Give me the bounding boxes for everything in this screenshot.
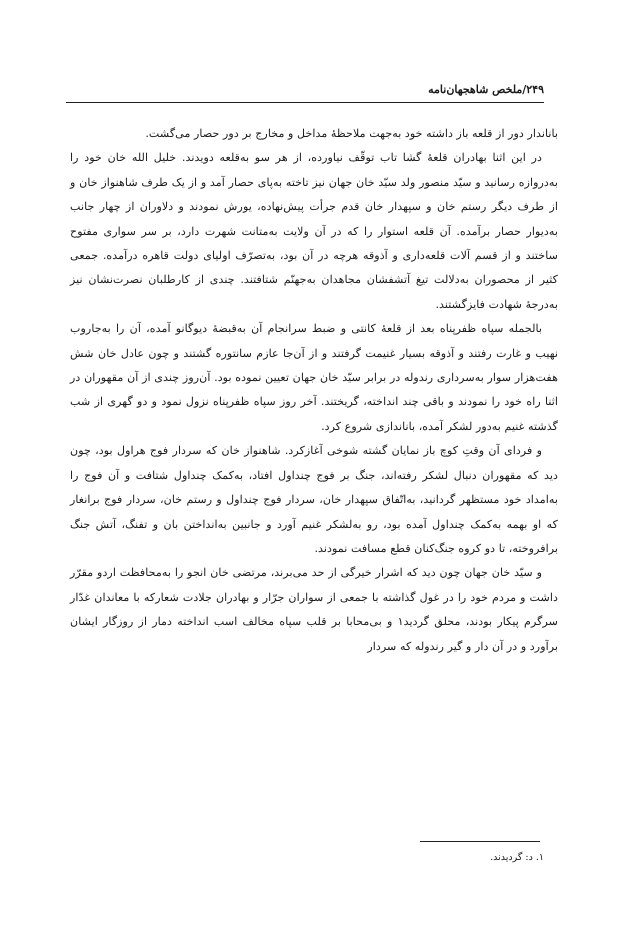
paragraph: باناندار دور از قلعه باز داشته خود به‌جهت ملاحظهٔ مداخل و مخارج بر دور حصار می‌گشت. [145, 127, 558, 140]
paragraph: و سیّد خان جهان چون دید که اشرار خیرگی از حد می‌برند، مرتضی خان انجو را به‌محافظت اردو مقرّر داشت و مردم خود را در غول گذاشته با جمعی از سواران جرّار و بهادران جلادت شعارکه با معاندان غدّار سرگرم پیکار بودند، محلق گردید۱ و بی‌محابا بر قلب سپاه مخالف اسب انداخته دمار از روزگار ایشان برآورد و در آن دار و گیر رندوله که سردار [70, 566, 558, 653]
body-text [70, 122, 558, 659]
paragraph: در این اثنا بهادران قلعهٔ گشا تاب توقّف نیاورده، از هر سو به‌قلعه دویدند. خلیل الله خان خود را به‌دروازه رسانید و سیّد منصور ولد سیّد خان جهان نیز تاخته به‌پای حصار آمد و از یک طرف شاهنواز خان و از طرف دیگر رستم خان و سپهدار خان قدم جرأت پیش‌نهاده، یورش نمودند و دلاوران از چهار جانب به‌دیوار حصار برآمده. آن قلعه استوار را که در آن ولایت به‌متانت شهرت دارد، بر سر سواری مفتوح ساختند و از قسم آلات قلعه‌داری و آذوقه هرچه در آن بود، به‌تصرّف اولیای دولت قاهره درآمده. جمعی کثیر از محصوران به‌دلالت تیغ آتشفشان مجاهدان به‌جهنّم شتافتند. چندی از کارطلبان نصرت‌نشان نیز به‌درجهٔ شهادت فایزگشتند. [70, 151, 558, 311]
page-header [66, 78, 544, 103]
paragraph: بالجمله سپاه ظفرپناه بعد از قلعهٔ کانتی و ضبط سرانجام آن به‌قبضهٔ دیوگانو آمده، آن را به‌جاروب نهیب و غارت رفتند و آذوقه بسیار غنیمت گرفتند و از آن‌جا عازم سانتوره گشتند و چون عادل خان شش هفت‌هزار سوار به‌سرداری رندوله در برابر سیّد خان جهان تعیین نموده بود. آن‌روز چندی از آن مقهوران در اثنا راه خود را نمودند و باقی چند انداخته، گریختند. آخر روز سپاه ظفرپناه نزول نمود و دو گهری از شب گذشته غنیم به‌دور لشکر آمده، باناندازی شروع کرد. [70, 322, 558, 433]
running-title: ۲۴۹/ملخص شاهجهان‌نامه [428, 83, 544, 96]
footnote-divider [420, 841, 540, 842]
footnote: ۱. د: گردیدند. [490, 852, 544, 863]
paragraph: و فردای آن وقتِ کوچ باز نمایان گشته شوخی آغازکرد. شاهنواز خان که سردار فوج هراول بود، چون دید که مقهوران دنبال لشکر رفته‌اند، جنگ بر فوج چنداول افتاد، به‌کمک چنداول شتافت و آن فوج را به‌امداد خود مستظهر گردانید، به‌اتّفاق سپهدار خان، سردار فوج چنداول و رستم خان، سردار فوج برانغار که او بهمه به‌کمک چنداول آمده بود، رو به‌لشکر غنیم آورد و جانبین به‌انداختن بان و تفنگ، آتش جنگ برافروخته، تا دو کروه جنگ‌کنان قطع مسافت نمودند. [70, 444, 558, 555]
